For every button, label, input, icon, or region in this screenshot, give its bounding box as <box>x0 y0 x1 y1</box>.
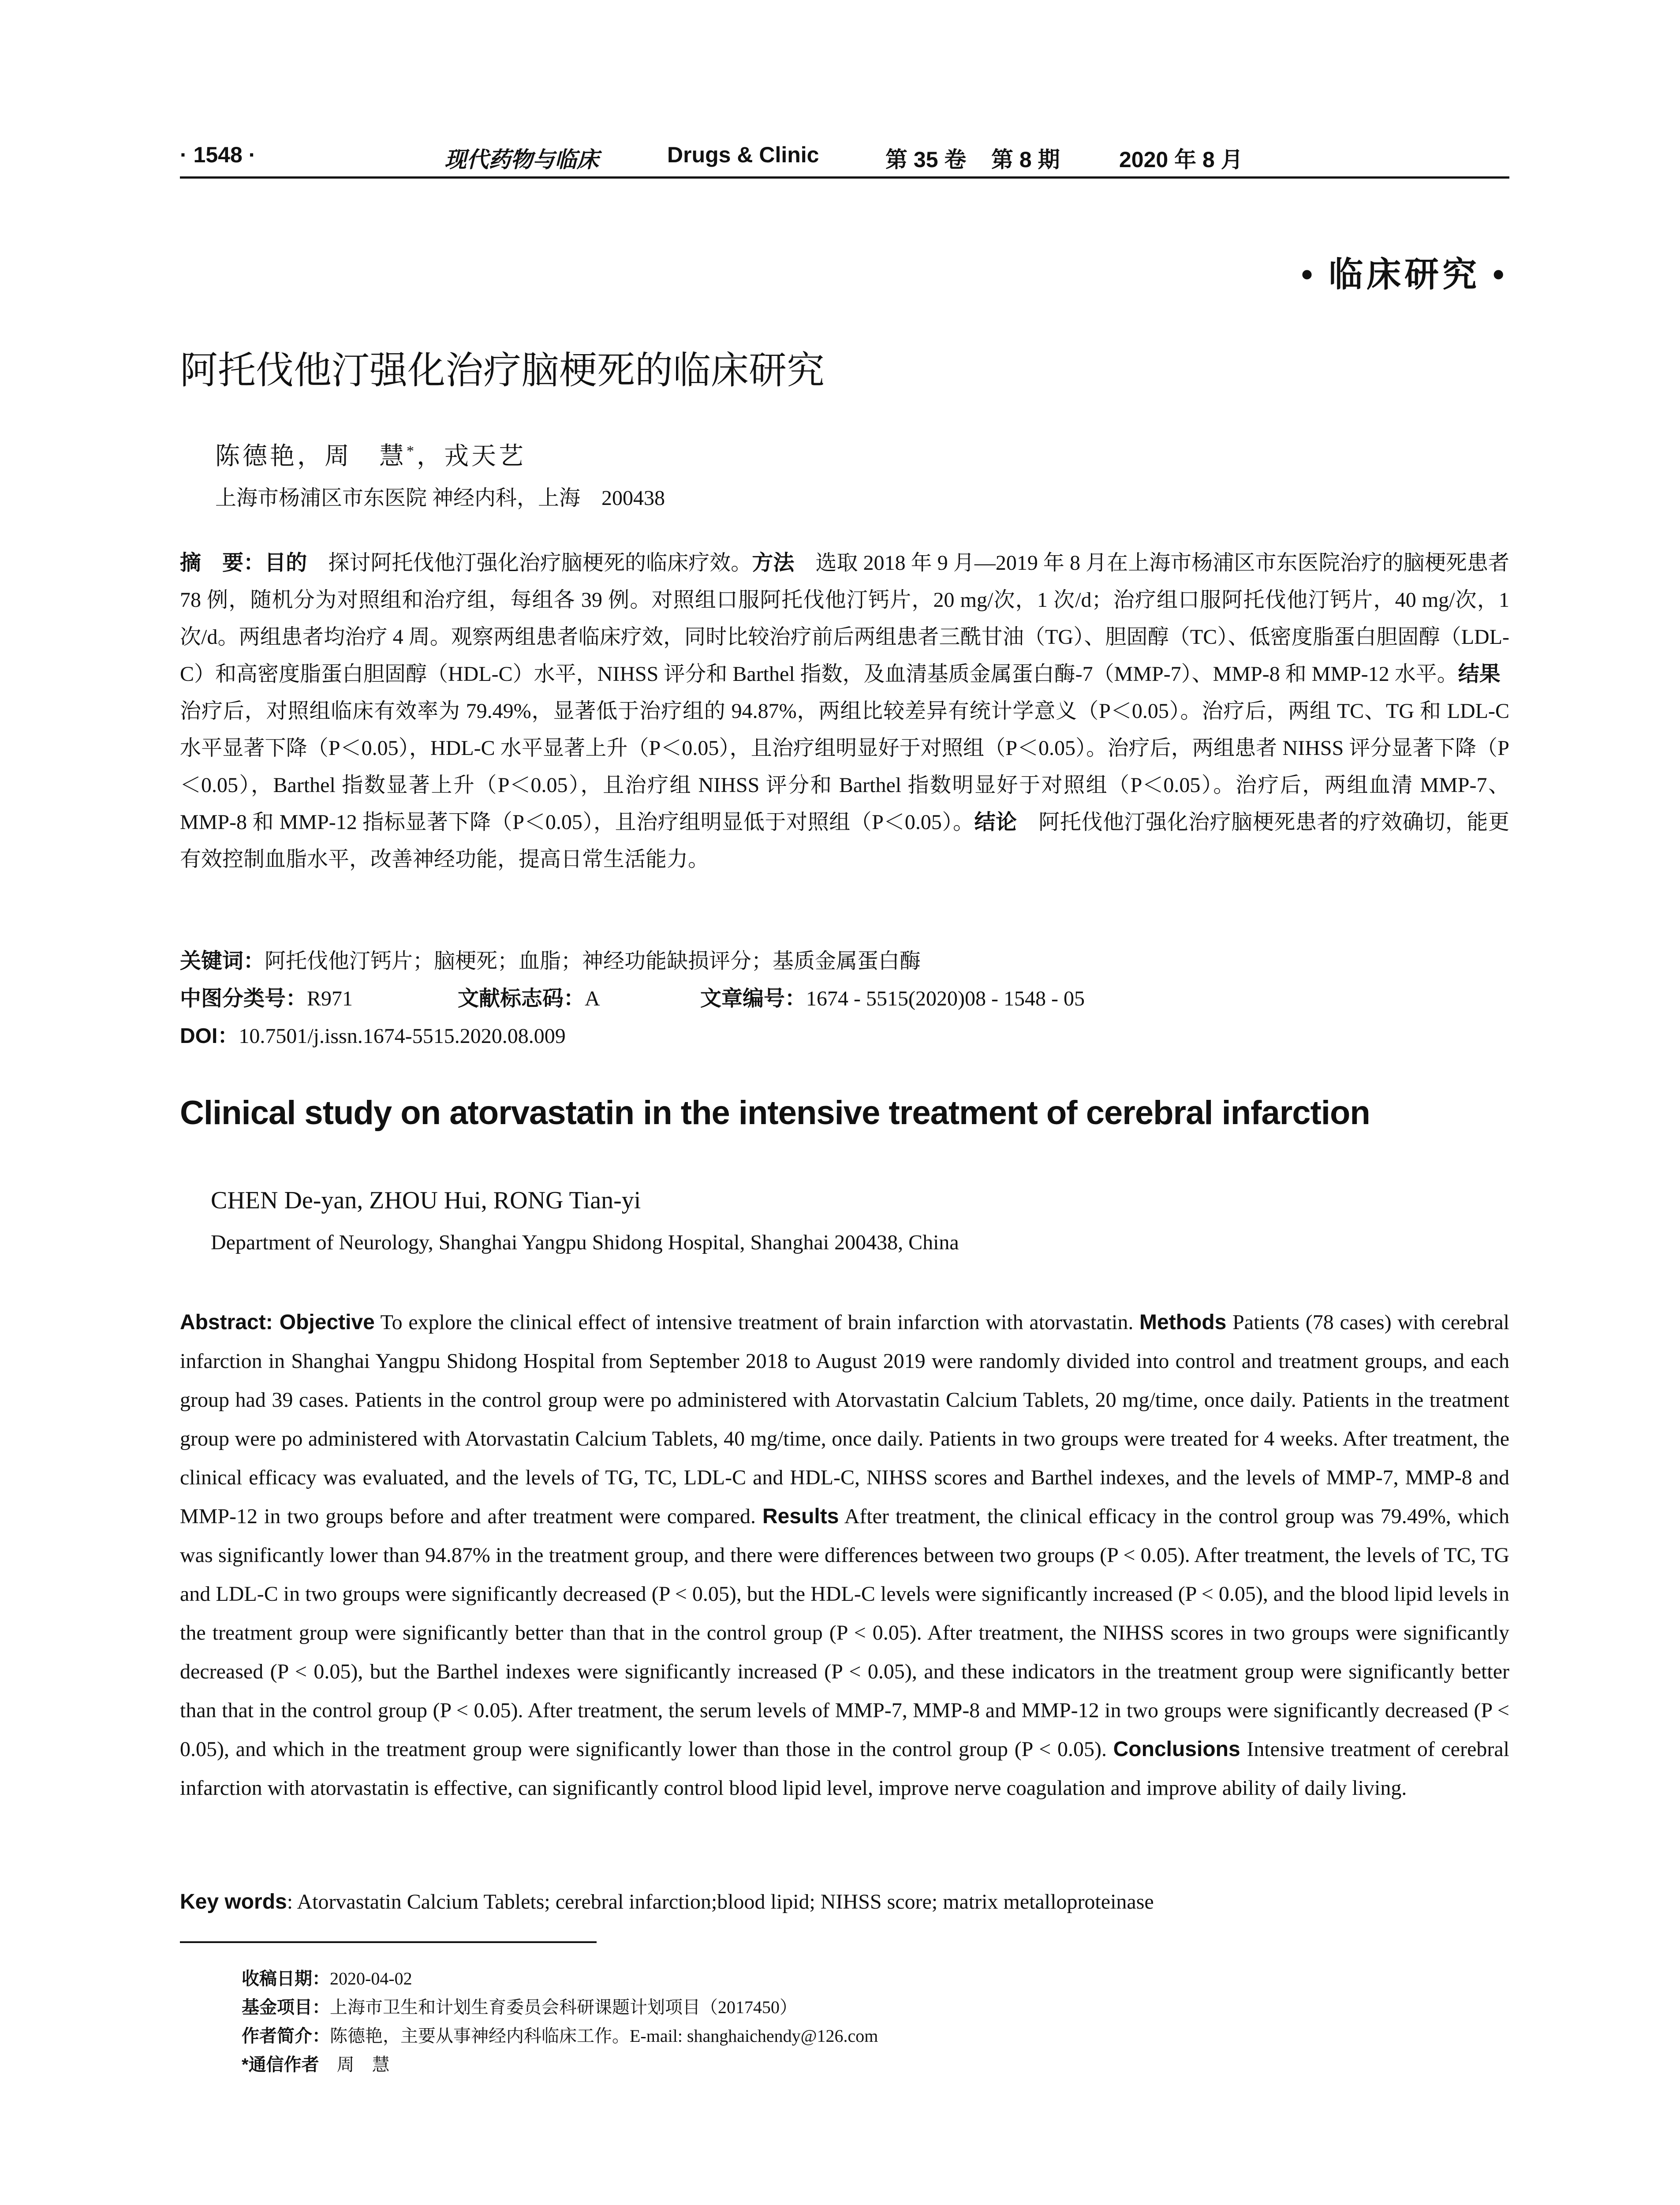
footnote-fund <box>242 1993 797 2018</box>
methods-label-cn: 方法 <box>752 551 795 575</box>
keywords-text-cn: 阿托伐他汀钙片；脑梗死；血脂；神经功能缺损评分；基质金属蛋白酶 <box>265 949 921 973</box>
issue-date: 2020 年 8 月 <box>1119 147 1243 172</box>
article-number-value: 1674 - 5515(2020)08 - 1548 - 05 <box>806 987 1085 1010</box>
methods-text-cn: 选取 2018 年 9 月—2019 年 8 月在上海市杨浦区市东医院治疗的脑梗死患者 78 例，随机分为对照组和治疗组，每组各 39 例。对照组口服阿托伐他汀钙片，20 mg/次，1 次/d；治疗组口服阿托伐他汀钙片，40 mg/次，1 次/d。两组患者均治疗 4 周。观察两组患者临床疗效，同时比较治疗前后两组患者三酰甘油（TG）、胆固醇（TC）、低密度脂蛋白胆固醇（LDL-C）和高密度脂蛋白胆固醇（HDL-C）水平，NIHSS 评分和 Barthel 指数，及血清基质金属蛋白酶-7（MMP-7）、MMP-8 和 MMP-12 水平。 <box>180 551 1509 686</box>
conclusion-label-cn: 结论 <box>974 811 1017 834</box>
keywords-text-en: : Atorvastatin Calcium Tablets; cerebral infarction;blood lipid; NIHSS score; matrix metalloproteinase <box>287 1890 1154 1913</box>
conclusions-text-en: Intensive treatment of cerebral infarction with atorvastatin is effective, can significantly control blood lipid level, improve nerve coagulation and improve ability of daily living. <box>180 1738 1509 1800</box>
doi-value: 10.7501/j.issn.1674-5515.2020.08.009 <box>239 1024 566 1048</box>
conclusion-text-cn: 阿托伐他汀强化治疗脑梗死患者的疗效确切，能更有效控制血脂水平，改善神经功能，提高日常生活能力。 <box>180 811 1509 871</box>
results-text-cn: 治疗后，对照组临床有效率为 79.49%，显著低于治疗组的 94.87%，两组比较差异有统计学意义（P＜0.05）。治疗后，两组 TC、TG 和 LDL-C 水平显著下降（P＜0.05），HDL-C 水平显著上升（P＜0.05），且治疗组明显好于对照组（P＜0.05）。治疗后，两组患者 NIHSS 评分显著下降（P＜0.05），Barthel 指数显著上升（P＜0.05），且治疗组 NIHSS 评分和 Barthel 指数明显好于对照组（P＜0.05）。治疗后，两组血清 MMP-7、MMP-8 和 MMP-12 指标显著下降（P＜0.05），且治疗组明显低于对照组（P＜0.05）。 <box>180 662 1522 834</box>
abstract-label-cn: 摘 要： <box>180 551 265 575</box>
corresponding-mark: * <box>407 443 417 460</box>
article-number-label: 文章编号： <box>700 987 806 1010</box>
objective-label-en: Objective <box>279 1311 375 1334</box>
fund-text: 上海市卫生和计划生育委员会科研课题计划项目（2017450） <box>330 1997 797 2017</box>
corresponding-label: *通信作者 <box>242 2055 319 2074</box>
affiliation-en: Department of Neurology, Shanghai Yangpu Shidong Hospital, Shanghai 200438, China <box>211 1231 959 1254</box>
keywords-label-en: Key words <box>180 1890 287 1913</box>
abstract-label-en: Abstract: <box>180 1311 280 1334</box>
doi-label: DOI： <box>180 1024 239 1048</box>
results-label-cn: 结果 <box>1458 662 1501 686</box>
authors-en: CHEN De-yan, ZHOU Hui, RONG Tian-yi <box>211 1187 641 1214</box>
author-bio-label: 作者简介： <box>242 2026 330 2046</box>
objective-text-cn: 探讨阿托伐他汀强化治疗脑梗死的临床疗效。 <box>307 551 752 575</box>
methods-text-en: Patients (78 cases) with cerebral infarction in Shanghai Yangpu Shidong Hospital from September 2018 to August 2019 were randomly divided into control and treatment groups, and each group had 39 cases. Patients in the control group were po administered with Atorvastatin Calcium Tablets, 20 mg/time, once daily. Patients in the treatment group were po administered with Atorvastatin Calcium Tablets, 40 mg/time, once daily. Patients in two groups were treated for 4 weeks. After treatment, the clinical efficacy was evaluated, and the levels of TG, TC, LDL-C and HDL-C, NIHSS scores and Barthel indexes, and the levels of MMP-7, MMP-8 and MMP-12 in two groups before and after treatment were compared. <box>180 1311 1509 1528</box>
article-number <box>700 981 1085 1012</box>
authors-cn <box>215 437 526 472</box>
conclusions-label-en: Conclusions <box>1113 1738 1240 1761</box>
header-rule <box>180 176 1509 179</box>
authors-cn-part2: ，戎天艺 <box>417 443 526 470</box>
classification-line <box>180 981 1085 1012</box>
clc-value: R971 <box>307 987 353 1010</box>
keywords-label-cn: 关键词： <box>180 949 265 973</box>
corresponding-name: 周 慧 <box>319 2055 390 2074</box>
doi-line <box>180 1019 566 1049</box>
affiliation-cn: 上海市杨浦区市东医院 神经内科，上海 200438 <box>215 486 665 510</box>
doccode <box>458 981 600 1012</box>
methods-label-en: Methods <box>1139 1311 1227 1334</box>
journal-name-cn: 现代药物与临床 <box>444 147 599 172</box>
keywords-en <box>180 1890 1154 1914</box>
results-text-en: After treatment, the clinical efficacy in the control group was 79.49%, which was significantly lower than 94.87% in the treatment group, and there were differences between two groups (P < 0.05). After treatment, the levels of TC, TG and LDL-C in two groups were significantly decreased (P < 0.05), but the HDL-C levels were significantly increased (P < 0.05), and the blood lipid levels in the treatment group were significantly better than that in the control group (P < 0.05). After treatment, the NIHSS scores in two groups were significantly decreased (P < 0.05), but the Barthel indexes were significantly increased (P < 0.05), and these indicators in the treatment group were significantly better than that in the control group (P < 0.05). After treatment, the serum levels of MMP-7, MMP-8 and MMP-12 in two groups were significantly decreased (P < 0.05), and which in the treatment group were significantly lower than those in the control group (P < 0.05). <box>180 1505 1510 1761</box>
footnote-corresponding <box>242 2051 390 2076</box>
journal-name-en: Drugs & Clinic <box>667 142 819 167</box>
footnote-rule <box>180 1941 597 1943</box>
section-label: • 临床研究 • <box>1301 255 1508 294</box>
abstract-cn <box>180 545 1522 878</box>
clc-label: 中图分类号： <box>180 987 307 1010</box>
page-number: · 1548 · <box>180 142 256 167</box>
author-bio-text: 陈德艳，主要从事神经内科临床工作。E-mail: shanghaichendy@126.com <box>330 2026 878 2046</box>
abstract-en <box>180 1303 1509 1808</box>
paper-title-en: Clinical study on atorvastatin in the intensive treatment of cerebral infarction <box>180 1094 1370 1132</box>
issue: 第 8 期 <box>991 147 1060 172</box>
running-header <box>180 142 1509 177</box>
doccode-value: A <box>585 987 600 1010</box>
objective-text-en: To explore the clinical effect of intensive treatment of brain infarction with atorvastatin. <box>374 1311 1140 1334</box>
authors-cn-part1: 陈德艳，周 慧 <box>215 443 407 470</box>
volume: 第 35 卷 <box>885 147 967 172</box>
keywords-cn <box>180 944 921 974</box>
fund-label: 基金项目： <box>242 1998 330 2017</box>
doccode-label: 文献标志码： <box>458 987 585 1010</box>
paper-title-cn: 阿托伐他汀强化治疗脑梗死的临床研究 <box>180 349 825 392</box>
received-label: 收稿日期： <box>242 1969 330 1988</box>
footnote-received <box>242 1965 412 1990</box>
footnote-author <box>242 2022 878 2047</box>
results-label-en: Results <box>762 1505 839 1528</box>
received-date: 2020-04-02 <box>330 1969 412 1988</box>
objective-label-cn: 目的 <box>265 551 307 575</box>
